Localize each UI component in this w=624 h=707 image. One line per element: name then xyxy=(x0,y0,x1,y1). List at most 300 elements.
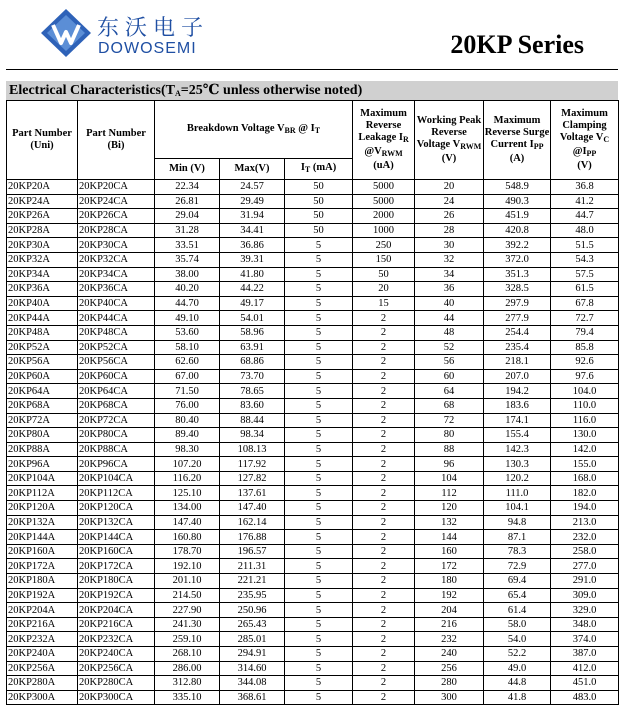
table-row xyxy=(7,647,619,662)
table-cell: 20KP88CA xyxy=(78,442,155,457)
table-cell: 108.13 xyxy=(220,442,285,457)
table-cell: 5 xyxy=(285,647,353,662)
table-cell: 60 xyxy=(415,369,484,384)
table-cell: 309.0 xyxy=(551,588,619,603)
table-cell: 235.95 xyxy=(220,588,285,603)
table-cell: 76.00 xyxy=(155,398,220,413)
table-cell: 56 xyxy=(415,355,484,370)
table-row xyxy=(7,603,619,618)
table-cell: 258.0 xyxy=(551,544,619,559)
table-cell: 20KP72A xyxy=(7,413,78,428)
table-cell: 392.2 xyxy=(484,238,551,253)
table-cell: 5 xyxy=(285,676,353,691)
col-header-min: Min (V) xyxy=(155,159,220,180)
table-cell: 15 xyxy=(353,296,415,311)
table-cell: 116.0 xyxy=(551,413,619,428)
table-cell: 5 xyxy=(285,311,353,326)
table-row xyxy=(7,544,619,559)
table-row xyxy=(7,209,619,224)
table-cell: 116.20 xyxy=(155,471,220,486)
table-cell: 5000 xyxy=(353,194,415,209)
table-cell: 50 xyxy=(285,223,353,238)
table-cell: 80 xyxy=(415,428,484,443)
table-cell: 2 xyxy=(353,588,415,603)
table-cell: 285.01 xyxy=(220,632,285,647)
table-cell: 137.61 xyxy=(220,486,285,501)
table-cell: 22.34 xyxy=(155,180,220,195)
table-cell: 39.31 xyxy=(220,252,285,267)
table-cell: 490.3 xyxy=(484,194,551,209)
table-cell: 176.88 xyxy=(220,530,285,545)
table-cell: 32 xyxy=(415,252,484,267)
table-cell: 50 xyxy=(353,267,415,282)
table-cell: 211.31 xyxy=(220,559,285,574)
table-cell: 2 xyxy=(353,515,415,530)
table-cell: 89.40 xyxy=(155,428,220,443)
table-cell: 44.8 xyxy=(484,676,551,691)
table-cell: 201.10 xyxy=(155,574,220,589)
table-cell: 300 xyxy=(415,690,484,705)
col-header-vc: Maximum Clamping Voltage $V_C$ $@I_{PP}$ (V) xyxy=(551,101,619,180)
table-cell: 20KP24A xyxy=(7,194,78,209)
table-cell: 344.08 xyxy=(220,676,285,691)
table-row xyxy=(7,428,619,443)
col-header-max: Max(V) xyxy=(220,159,285,180)
table-cell: 2 xyxy=(353,325,415,340)
table-cell: 20KP68CA xyxy=(78,398,155,413)
table-cell: 20KP20CA xyxy=(78,180,155,195)
table-cell: 2 xyxy=(353,647,415,662)
table-cell: 2 xyxy=(353,340,415,355)
table-row xyxy=(7,194,619,209)
table-cell: 31.28 xyxy=(155,223,220,238)
table-cell: 5 xyxy=(285,252,353,267)
col-header-ipp: Maximum Reverse Surge Current $I_{PP}$ (A) xyxy=(484,101,551,180)
table-cell: 110.0 xyxy=(551,398,619,413)
page-header xyxy=(0,0,624,82)
table-cell: 5 xyxy=(285,690,353,705)
table-cell: 329.0 xyxy=(551,603,619,618)
table-cell: 29.49 xyxy=(220,194,285,209)
table-cell: 78.3 xyxy=(484,544,551,559)
table-cell: 2 xyxy=(353,311,415,326)
table-cell: 20KP120CA xyxy=(78,501,155,516)
table-cell: 5 xyxy=(285,617,353,632)
table-cell: 291.0 xyxy=(551,574,619,589)
table-row xyxy=(7,180,619,195)
table-cell: 5 xyxy=(285,384,353,399)
table-cell: 68.86 xyxy=(220,355,285,370)
table-cell: 2 xyxy=(353,369,415,384)
table-cell: 28 xyxy=(415,223,484,238)
table-cell: 41.8 xyxy=(484,690,551,705)
table-cell: 104 xyxy=(415,471,484,486)
table-cell: 53.60 xyxy=(155,325,220,340)
table-cell: 2 xyxy=(353,471,415,486)
table-cell: 483.0 xyxy=(551,690,619,705)
table-cell: 20KP256CA xyxy=(78,661,155,676)
table-cell: 88.44 xyxy=(220,413,285,428)
table-cell: 20KP256A xyxy=(7,661,78,676)
table-cell: 5 xyxy=(285,238,353,253)
table-cell: 20KP72CA xyxy=(78,413,155,428)
table-row xyxy=(7,398,619,413)
table-cell: 20KP96A xyxy=(7,457,78,472)
table-cell: 221.21 xyxy=(220,574,285,589)
col-header-uni: Part Number (Uni) xyxy=(7,101,78,180)
table-cell: 5 xyxy=(285,355,353,370)
table-cell: 36 xyxy=(415,282,484,297)
table-row xyxy=(7,574,619,589)
table-cell: 5 xyxy=(285,442,353,457)
table-cell: 20KP216A xyxy=(7,617,78,632)
table-cell: 5 xyxy=(285,340,353,355)
table-row xyxy=(7,355,619,370)
table-row xyxy=(7,501,619,516)
table-cell: 72.7 xyxy=(551,311,619,326)
table-cell: 2 xyxy=(353,530,415,545)
table-cell: 112 xyxy=(415,486,484,501)
table-row xyxy=(7,267,619,282)
table-cell: 20KP80A xyxy=(7,428,78,443)
table-cell: 20KP34A xyxy=(7,267,78,282)
table-row xyxy=(7,223,619,238)
table-cell: 134.00 xyxy=(155,501,220,516)
table-cell: 268.10 xyxy=(155,647,220,662)
table-cell: 36.8 xyxy=(551,180,619,195)
table-cell: 20KP240CA xyxy=(78,647,155,662)
table-row xyxy=(7,515,619,530)
table-cell: 20KP120A xyxy=(7,501,78,516)
table-cell: 178.70 xyxy=(155,544,220,559)
table-row xyxy=(7,588,619,603)
table-cell: 54.01 xyxy=(220,311,285,326)
table-cell: 2 xyxy=(353,384,415,399)
table-row xyxy=(7,471,619,486)
table-cell: 20KP30A xyxy=(7,238,78,253)
table-cell: 2 xyxy=(353,603,415,618)
table-cell: 120 xyxy=(415,501,484,516)
table-cell: 280 xyxy=(415,676,484,691)
header-divider xyxy=(6,69,618,70)
table-cell: 240 xyxy=(415,647,484,662)
table-cell: 451.9 xyxy=(484,209,551,224)
table-cell: 20KP104A xyxy=(7,471,78,486)
table-cell: 5 xyxy=(285,559,353,574)
table-cell: 548.9 xyxy=(484,180,551,195)
table-cell: 20KP34CA xyxy=(78,267,155,282)
series-title: 20KP Series xyxy=(450,30,584,59)
table-cell: 20KP40CA xyxy=(78,296,155,311)
table-cell: 20KP160CA xyxy=(78,544,155,559)
table-cell: 20KP88A xyxy=(7,442,78,457)
table-cell: 142.3 xyxy=(484,442,551,457)
table-cell: 232 xyxy=(415,632,484,647)
table-cell: 5 xyxy=(285,530,353,545)
table-cell: 20KP32A xyxy=(7,252,78,267)
table-row xyxy=(7,238,619,253)
table-cell: 40.20 xyxy=(155,282,220,297)
table-cell: 41.80 xyxy=(220,267,285,282)
table-cell: 20KP24CA xyxy=(78,194,155,209)
table-cell: 63.91 xyxy=(220,340,285,355)
table-cell: 5 xyxy=(285,267,353,282)
table-cell: 142.0 xyxy=(551,442,619,457)
table-cell: 20KP52A xyxy=(7,340,78,355)
table-cell: 33.51 xyxy=(155,238,220,253)
table-cell: 20KP52CA xyxy=(78,340,155,355)
table-cell: 26 xyxy=(415,209,484,224)
table-cell: 58.10 xyxy=(155,340,220,355)
table-cell: 97.6 xyxy=(551,369,619,384)
table-cell: 20KP132CA xyxy=(78,515,155,530)
table-cell: 83.60 xyxy=(220,398,285,413)
table-cell: 20KP112A xyxy=(7,486,78,501)
table-cell: 40 xyxy=(415,296,484,311)
table-cell: 20KP48A xyxy=(7,325,78,340)
table-cell: 250.96 xyxy=(220,603,285,618)
table-cell: 265.43 xyxy=(220,617,285,632)
table-cell: 20KP28CA xyxy=(78,223,155,238)
col-header-breakdown: Breakdown Voltage $V_{BR}$ @ $I_T$ xyxy=(155,101,353,159)
table-cell: 61.4 xyxy=(484,603,551,618)
table-cell: 5 xyxy=(285,486,353,501)
table-cell: 5 xyxy=(285,603,353,618)
table-cell: 67.8 xyxy=(551,296,619,311)
table-cell: 5000 xyxy=(353,180,415,195)
table-cell: 5 xyxy=(285,428,353,443)
table-cell: 5 xyxy=(285,325,353,340)
col-header-it: $I_T$ (mA) xyxy=(285,159,353,180)
dowosemi-logo-icon xyxy=(40,8,92,58)
table-cell: 374.0 xyxy=(551,632,619,647)
table-cell: 58.96 xyxy=(220,325,285,340)
table-cell: 20KP64CA xyxy=(78,384,155,399)
table-cell: 125.10 xyxy=(155,486,220,501)
table-cell: 30 xyxy=(415,238,484,253)
table-row xyxy=(7,252,619,267)
table-cell: 2 xyxy=(353,457,415,472)
table-cell: 232.0 xyxy=(551,530,619,545)
table-cell: 297.9 xyxy=(484,296,551,311)
table-cell: 451.0 xyxy=(551,676,619,691)
brand-name-chinese: 东沃电子 xyxy=(97,16,210,41)
table-cell: 5 xyxy=(285,471,353,486)
table-cell: 20KP68A xyxy=(7,398,78,413)
table-cell: 20KP160A xyxy=(7,544,78,559)
table-cell: 20KP172A xyxy=(7,559,78,574)
table-cell: 104.0 xyxy=(551,384,619,399)
table-cell: 20KP180A xyxy=(7,574,78,589)
table-cell: 20KP216CA xyxy=(78,617,155,632)
col-header-leakage: Maximum Reverse Leakage $I_R$ $@V_{RWM}$ (uA) xyxy=(353,101,415,180)
table-cell: 277.0 xyxy=(551,559,619,574)
table-row xyxy=(7,369,619,384)
table-cell: 2 xyxy=(353,413,415,428)
table-cell: 132 xyxy=(415,515,484,530)
table-cell: 20KP28A xyxy=(7,223,78,238)
table-cell: 250 xyxy=(353,238,415,253)
table-cell: 50 xyxy=(285,180,353,195)
table-cell: 20KP192A xyxy=(7,588,78,603)
table-cell: 2 xyxy=(353,632,415,647)
table-cell: 5 xyxy=(285,369,353,384)
table-cell: 20KP36A xyxy=(7,282,78,297)
table-cell: 79.4 xyxy=(551,325,619,340)
table-cell: 20KP44CA xyxy=(78,311,155,326)
table-cell: 2 xyxy=(353,617,415,632)
table-cell: 72.9 xyxy=(484,559,551,574)
table-cell: 87.1 xyxy=(484,530,551,545)
table-cell: 194.2 xyxy=(484,384,551,399)
table-cell: 348.0 xyxy=(551,617,619,632)
table-cell: 192 xyxy=(415,588,484,603)
table-cell: 328.5 xyxy=(484,282,551,297)
table-cell: 52 xyxy=(415,340,484,355)
table-cell: 50 xyxy=(285,209,353,224)
table-cell: 2 xyxy=(353,574,415,589)
table-cell: 88 xyxy=(415,442,484,457)
brand-name-english: DOWOSEMI xyxy=(98,40,197,57)
table-cell: 36.86 xyxy=(220,238,285,253)
table-cell: 5 xyxy=(285,282,353,297)
table-cell: 2 xyxy=(353,661,415,676)
table-row xyxy=(7,632,619,647)
col-header-bi: Part Number (Bi) xyxy=(78,101,155,180)
table-row xyxy=(7,676,619,691)
table-cell: 98.30 xyxy=(155,442,220,457)
table-cell: 2 xyxy=(353,486,415,501)
table-cell: 259.10 xyxy=(155,632,220,647)
table-cell: 96 xyxy=(415,457,484,472)
table-cell: 207.0 xyxy=(484,369,551,384)
table-cell: 20KP232A xyxy=(7,632,78,647)
table-cell: 20KP232CA xyxy=(78,632,155,647)
table-cell: 420.8 xyxy=(484,223,551,238)
table-cell: 26.81 xyxy=(155,194,220,209)
table-row xyxy=(7,282,619,297)
table-cell: 216 xyxy=(415,617,484,632)
table-cell: 107.20 xyxy=(155,457,220,472)
table-cell: 372.0 xyxy=(484,252,551,267)
table-cell: 2 xyxy=(353,428,415,443)
table-cell: 54.0 xyxy=(484,632,551,647)
table-cell: 48 xyxy=(415,325,484,340)
table-cell: 85.8 xyxy=(551,340,619,355)
table-row xyxy=(7,296,619,311)
table-cell: 254.4 xyxy=(484,325,551,340)
table-row xyxy=(7,311,619,326)
table-row xyxy=(7,661,619,676)
table-cell: 35.74 xyxy=(155,252,220,267)
table-cell: 20KP144A xyxy=(7,530,78,545)
table-cell: 29.04 xyxy=(155,209,220,224)
table-cell: 20KP56CA xyxy=(78,355,155,370)
table-cell: 2 xyxy=(353,442,415,457)
table-cell: 20KP96CA xyxy=(78,457,155,472)
table-cell: 335.10 xyxy=(155,690,220,705)
table-cell: 277.9 xyxy=(484,311,551,326)
table-cell: 368.61 xyxy=(220,690,285,705)
table-cell: 78.65 xyxy=(220,384,285,399)
table-cell: 80.40 xyxy=(155,413,220,428)
table-cell: 162.14 xyxy=(220,515,285,530)
table-cell: 204 xyxy=(415,603,484,618)
table-cell: 194.0 xyxy=(551,501,619,516)
table-cell: 5 xyxy=(285,457,353,472)
table-cell: 312.80 xyxy=(155,676,220,691)
table-row xyxy=(7,340,619,355)
table-cell: 20KP44A xyxy=(7,311,78,326)
table-cell: 20KP204A xyxy=(7,603,78,618)
table-cell: 314.60 xyxy=(220,661,285,676)
table-cell: 20KP280CA xyxy=(78,676,155,691)
table-row xyxy=(7,457,619,472)
table-cell: 64 xyxy=(415,384,484,399)
table-cell: 20KP56A xyxy=(7,355,78,370)
table-cell: 73.70 xyxy=(220,369,285,384)
table-cell: 44.7 xyxy=(551,209,619,224)
table-cell: 172 xyxy=(415,559,484,574)
table-cell: 111.0 xyxy=(484,486,551,501)
table-cell: 1000 xyxy=(353,223,415,238)
table-cell: 20KP48CA xyxy=(78,325,155,340)
table-cell: 34 xyxy=(415,267,484,282)
table-cell: 58.0 xyxy=(484,617,551,632)
table-cell: 20KP104CA xyxy=(78,471,155,486)
table-cell: 20KP32CA xyxy=(78,252,155,267)
table-cell: 31.94 xyxy=(220,209,285,224)
table-cell: 2 xyxy=(353,676,415,691)
table-row xyxy=(7,617,619,632)
table-cell: 92.6 xyxy=(551,355,619,370)
table-cell: 20KP20A xyxy=(7,180,78,195)
table-cell: 235.4 xyxy=(484,340,551,355)
table-cell: 213.0 xyxy=(551,515,619,530)
table-cell: 44.70 xyxy=(155,296,220,311)
table-cell: 160 xyxy=(415,544,484,559)
table-cell: 20KP300A xyxy=(7,690,78,705)
table-cell: 5 xyxy=(285,296,353,311)
table-cell: 48.0 xyxy=(551,223,619,238)
table-cell: 49.17 xyxy=(220,296,285,311)
table-cell: 5 xyxy=(285,632,353,647)
table-cell: 20KP26CA xyxy=(78,209,155,224)
table-cell: 120.2 xyxy=(484,471,551,486)
table-cell: 20KP180CA xyxy=(78,574,155,589)
electrical-characteristics-table xyxy=(6,100,619,705)
table-cell: 150 xyxy=(353,252,415,267)
table-cell: 62.60 xyxy=(155,355,220,370)
table-cell: 51.5 xyxy=(551,238,619,253)
table-row xyxy=(7,384,619,399)
table-row xyxy=(7,530,619,545)
table-cell: 183.6 xyxy=(484,398,551,413)
table-cell: 24 xyxy=(415,194,484,209)
table-cell: 49.0 xyxy=(484,661,551,676)
table-cell: 20KP30CA xyxy=(78,238,155,253)
table-cell: 20KP300CA xyxy=(78,690,155,705)
table-cell: 57.5 xyxy=(551,267,619,282)
table-cell: 130.0 xyxy=(551,428,619,443)
table-row xyxy=(7,325,619,340)
table-cell: 130.3 xyxy=(484,457,551,472)
table-cell: 286.00 xyxy=(155,661,220,676)
table-cell: 192.10 xyxy=(155,559,220,574)
table-cell: 20 xyxy=(353,282,415,297)
table-cell: 20KP240A xyxy=(7,647,78,662)
table-cell: 20KP80CA xyxy=(78,428,155,443)
